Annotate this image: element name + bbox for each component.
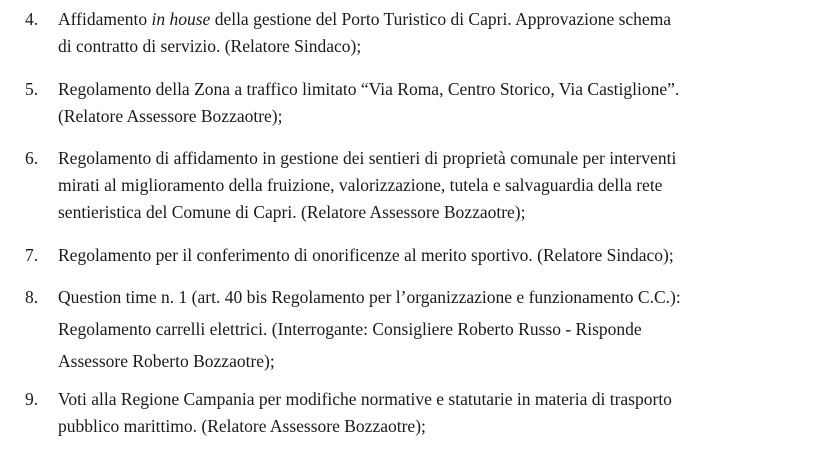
item-number: 9. xyxy=(25,389,39,409)
item-text-line: Question time n. 1 (art. 40 bis Regolamento per l’organizzazione e funzionamento C.C.): xyxy=(58,287,681,307)
item-text-segment: Affidamento xyxy=(58,9,152,29)
item-text-line: pubblico marittimo. (Relatore Assessore Bozzaotre); xyxy=(58,416,426,436)
item-text-line: sentieristica del Comune di Capri. (Relatore Assessore Bozzaotre); xyxy=(58,202,526,222)
item-text-italic: in house xyxy=(151,9,211,29)
item-number: 7. xyxy=(25,245,39,265)
item-text-line: Regolamento carrelli elettrici. (Interrogante: Consigliere Roberto Russo - Risponde xyxy=(58,319,642,339)
item-text-line: Voti alla Regione Campania per modifiche normative e statutarie in materia di trasporto xyxy=(58,389,672,409)
item-number: 5. xyxy=(25,79,39,99)
item-text-line xyxy=(58,9,671,30)
item-text-line: (Relatore Assessore Bozzaotre); xyxy=(58,106,283,126)
item-text-line: mirati al miglioramento della fruizione, valorizzazione, tutela e salvaguardia della rete xyxy=(58,175,663,195)
item-number: 4. xyxy=(25,9,39,29)
item-text-line: Regolamento della Zona a traffico limitato “Via Roma, Centro Storico, Via Castiglione”. xyxy=(58,79,680,99)
item-text-line: Regolamento per il conferimento di onorificenze al merito sportivo. (Relatore Sindaco); xyxy=(58,245,674,265)
item-number: 8. xyxy=(25,287,39,307)
item-text-line: di contratto di servizio. (Relatore Sindaco); xyxy=(58,36,362,56)
item-text-segment: della gestione del Porto Turistico di Capri. Approvazione schema xyxy=(210,9,672,29)
item-text-line: Assessore Roberto Bozzaotre); xyxy=(58,351,275,371)
item-number: 6. xyxy=(25,148,39,168)
item-text-line: Regolamento di affidamento in gestione dei sentieri di proprietà comunale per interventi xyxy=(58,148,677,168)
